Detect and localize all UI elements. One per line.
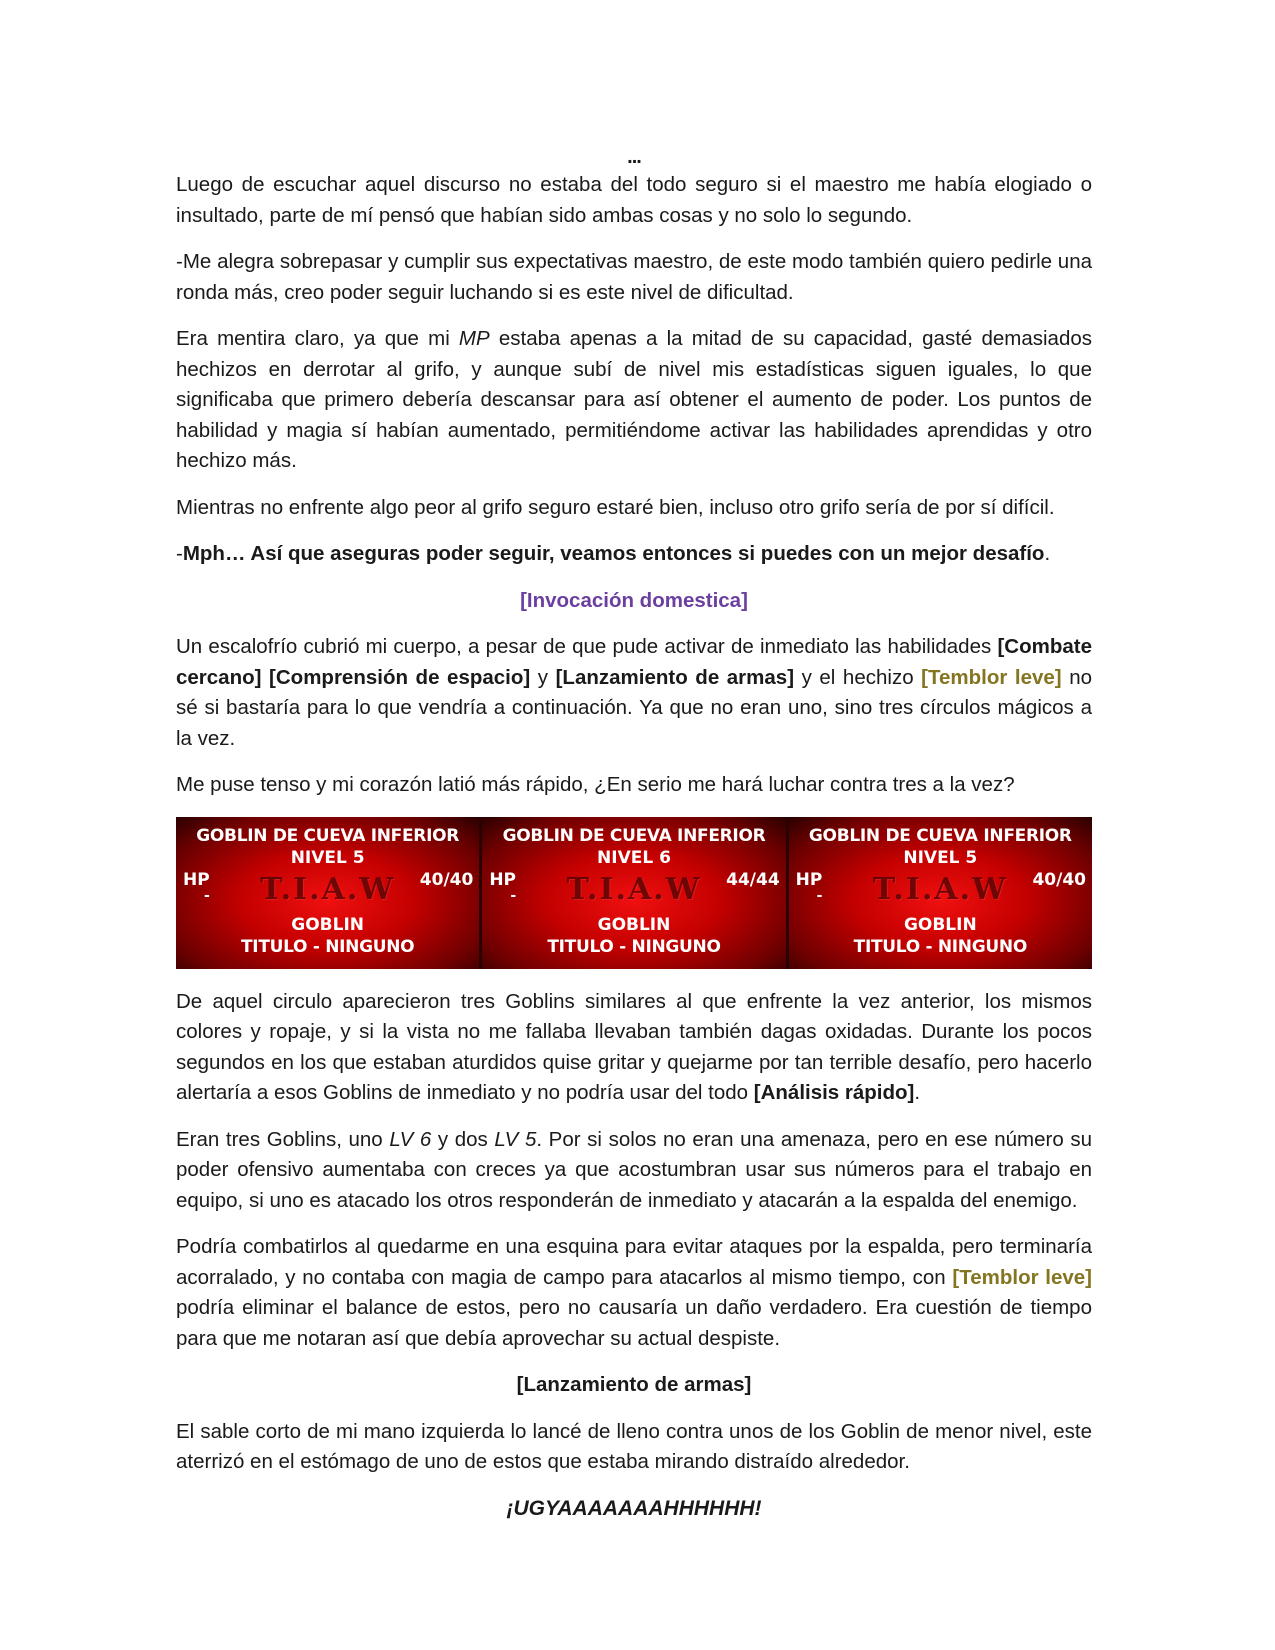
text-run: y [530, 665, 556, 689]
card-hp-value: 40/40 [419, 869, 474, 890]
card-hp-value: 40/40 [1032, 869, 1086, 890]
spell-temblor-leve: [Temblor leve] [921, 665, 1062, 689]
mp-term: MP [458, 327, 490, 350]
invocation-spell: [Invocación domestica] [520, 588, 748, 612]
text-run: y el hechizo [794, 665, 922, 689]
text-run: Eran tres Goblins, uno [176, 1127, 390, 1151]
paragraph-1: Luego de escuchar aquel discurso no estaba del todo seguro si el maestro me había elogiado o insultado, parte de mí pensó que habían sido ambas cosas y no solo lo segundo. [176, 173, 1092, 227]
paragraph-6 [176, 632, 1092, 754]
skill-comprension-espacio: [Comprensión de espacio] [269, 665, 531, 689]
text-run: estaba apenas a la mitad de su capacidad, gasté demasiados hechizos en derrotar al grifo, y aunque subí de nivel mis estadísticas siguen iguales, lo que significaba que primero debería descansar para así obtener el aumento de poder. Los puntos de habilidad y magia sí habían aumentado, permitiéndome activar las habilidades aprendidas y otro hechizo más. [176, 327, 1093, 472]
skill-combate-cercano: [Combate cercano] [176, 635, 1092, 689]
invocation-heading [176, 586, 1092, 617]
card-level: NIVEL 5 [290, 847, 365, 868]
level-6-term: LV 6 [389, 1127, 432, 1151]
card-title: TITULO - NINGUNO [547, 936, 721, 957]
watermark-logo: T.I.A.W [260, 871, 396, 907]
text-run: Un escalofrío cubrió mi cuerpo, a pesar de que pude activar de inmediato las habilidades [176, 635, 998, 658]
card-monster-name: GOBLIN DE CUEVA INFERIOR [502, 825, 766, 846]
card-monster-name: GOBLIN DE CUEVA INFERIOR [808, 825, 1072, 846]
paragraph-10 [176, 1232, 1092, 1354]
goblin-status-panel [176, 817, 1092, 969]
card-hp-value: 44/44 [726, 869, 780, 890]
text-run: Podría combatirlos al quedarme en una esquina para evitar ataques por la espalda, pero terminaría acorralado, y no contaba con magia de campo para atacarlos al mismo tiempo, con [176, 1235, 1092, 1289]
card-hp-label: HP [183, 869, 210, 890]
watermark-logo: T.I.A.W [566, 871, 702, 907]
card-hp-label: HP [489, 869, 517, 890]
watermark-logo: T.I.A.W [872, 871, 1008, 907]
skill-lanzamiento-armas: [Lanzamiento de armas] [555, 665, 795, 689]
master-dialogue: Mph… Así que aseguras poder seguir, veamos entonces si puedes con un mejor desafío [182, 542, 1045, 565]
dialogue-dash: - [176, 542, 183, 565]
text-run: . [914, 1081, 921, 1104]
text-run: y dos [431, 1127, 495, 1151]
goblin-status-card [789, 817, 1092, 969]
card-hp-bar: - [204, 887, 210, 904]
text-run: no sé si bastaría para lo que vendría a continuación. Ya que no eran uno, sino tres círculos mágicos a la vez. [176, 665, 1092, 750]
paragraph-7: Me puse tenso y mi corazón latió más rápido, ¿En serio me hará luchar contra tres a la vez? [176, 773, 1015, 796]
text-run [261, 666, 269, 689]
level-5-term: LV 5 [494, 1127, 537, 1151]
card-level: NIVEL 5 [903, 847, 978, 868]
text-run: De aquel circulo aparecieron tres Goblins similares al que enfrente la vez anterior, los mismos colores y ropaje, y si la vista no me fallaba llevaban también dagas oxidadas. Durante los pocos segundos en los que estaban aturdidos quise gritar y quejarme por tan terrible desafío, pero hacerlo alertaría a esos Goblins de inmediato y no podría usar del todo [176, 989, 1092, 1104]
text-run: Era mentira claro, ya que mi [176, 327, 459, 350]
card-race: GOBLIN [903, 914, 977, 935]
text-run: podría eliminar el balance de estos, pero no causaría un daño verdadero. Era cuestión de tiempo para que me notaran así que debía aprovechar su actual despiste. [176, 1296, 1092, 1350]
paragraph-8 [176, 987, 1092, 1109]
paragraph-5-dialogue [176, 539, 1092, 570]
skill-heading: [Lanzamiento de armas] [516, 1373, 752, 1396]
card-hp-bar: - [510, 887, 517, 904]
spell-temblor-leve: [Temblor leve] [952, 1265, 1092, 1289]
document-page [176, 148, 1092, 1524]
paragraph-3 [176, 324, 1092, 477]
card-hp-bar: - [816, 887, 823, 904]
card-race: GOBLIN [291, 914, 365, 935]
goblin-status-card [482, 817, 785, 969]
card-race: GOBLIN [597, 914, 671, 935]
scene-separator: ... [627, 146, 641, 168]
paragraph-11: El sable corto de mi mano izquierda lo lancé de lleno contra unos de los Goblin de menor nivel, este aterrizó en el estómago de uno de estos que estaba mirando distraído alrededor. [176, 1419, 1092, 1473]
paragraph-4: Mientras no enfrente algo peor al grifo seguro estaré bien, incluso otro grifo sería de por sí difícil. [176, 495, 1055, 519]
card-level: NIVEL 6 [597, 847, 671, 868]
card-title: TITULO - NINGUNO [853, 936, 1027, 957]
skill-analisis-rapido: [Análisis rápido] [753, 1081, 915, 1104]
paragraph-9 [176, 1125, 1092, 1217]
goblin-scream: ¡UGYAAAAAAAHHHHHH! [506, 1496, 762, 1520]
paragraph-2-dialogue: -Me alegra sobrepasar y cumplir sus expectativas maestro, de este modo también quiero pedirle una ronda más, creo poder seguir luchando si es este nivel de dificultad. [176, 250, 1092, 304]
text-run: . [1044, 542, 1051, 565]
card-monster-name: GOBLIN DE CUEVA INFERIOR [196, 825, 460, 846]
card-title: TITULO - NINGUNO [241, 936, 415, 957]
text-run: . Por si solos no eran una amenaza, pero en ese número su poder ofensivo aumentaba con creces ya que acostumbran usar sus números para el trabajo en equipo, si uno es atacado los otros responderán de inmediato y atacarán a la espalda del enemigo. [176, 1127, 1092, 1212]
card-hp-label: HP [795, 869, 823, 890]
goblin-status-card [176, 817, 479, 969]
